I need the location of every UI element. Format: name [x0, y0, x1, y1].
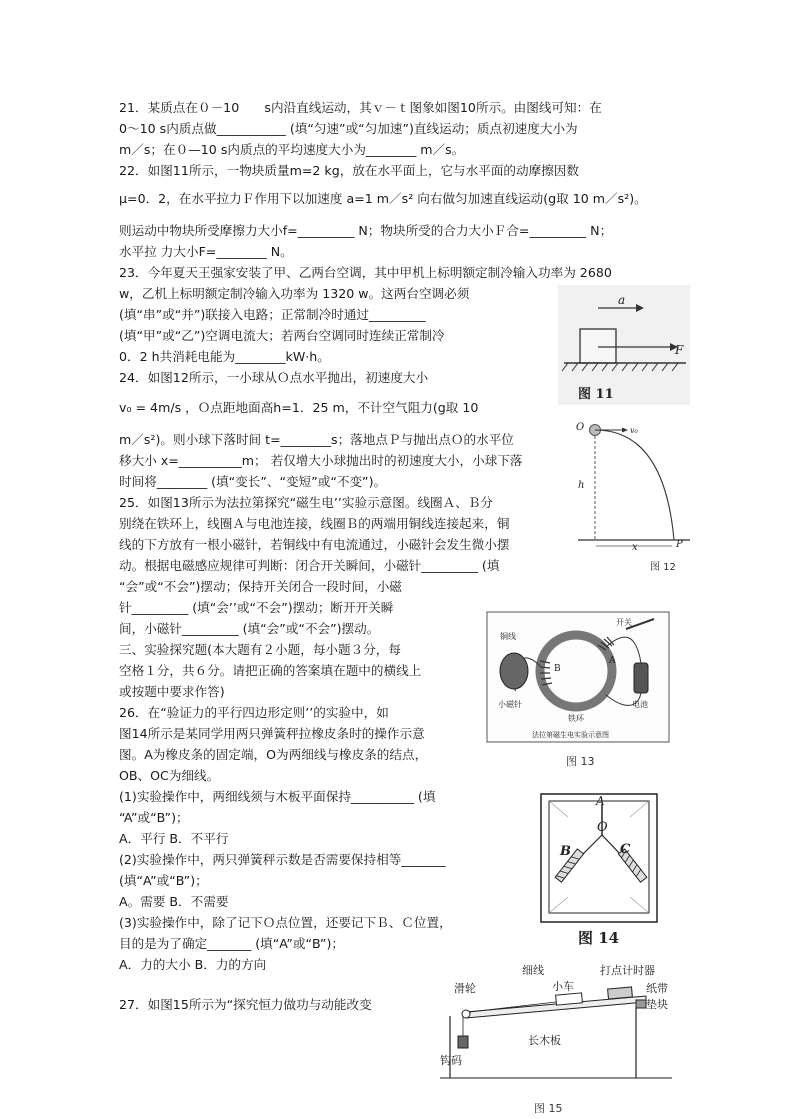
text-line: v₀ = 4m/s ，Ｏ点距地面高h=1．25 m，不计空气阻力(g取 10 — [119, 400, 479, 415]
text-line: A．力的大小 B．力的方向 — [119, 957, 267, 972]
text-line: 间，小磁针_________ (填“会”或“不会”)摆动。 — [119, 621, 380, 636]
text-line: (填“甲”或“乙”)空调电流大；若两台空调同时连续正常制冷 — [119, 328, 445, 343]
text-line: 0～10 s内质点做___________ (填“匀速”或“匀加速”)直线运动；质点初速度大小为 — [119, 121, 578, 136]
text-line: 则运动中物块所受摩擦力大小f=_________ N；物块所受的合力大小Ｆ合=_________ N； — [119, 223, 613, 238]
timer-label: 打点计时器 — [600, 964, 655, 977]
board-label: 长木板 — [528, 1034, 561, 1047]
battery — [634, 663, 648, 693]
text-line: m／s；在０—10 s内质点的平均速度大小为________ m／s。 — [119, 142, 465, 157]
c-label: C — [620, 842, 631, 857]
text-line: 23．今年夏天王强家安装了甲、乙两台空调，其中甲机上标明额定制冷输入功率为 2680 — [119, 265, 612, 280]
figure-12-caption: 图 12 — [650, 562, 676, 573]
compass-needle — [500, 653, 528, 689]
b-label: B — [560, 844, 571, 859]
figure-12-diagram — [572, 418, 696, 573]
text-line: w，乙机上标明额定制冷输入功率为 1320 w。这两台空调必须 — [119, 286, 470, 301]
cart-label: 小车 — [552, 980, 574, 993]
h-label: h — [578, 480, 585, 491]
text-line: (填“A”或“B”)； — [119, 873, 208, 888]
block — [580, 329, 616, 363]
weight — [458, 1036, 468, 1048]
cart — [556, 993, 583, 1005]
o-label: O — [576, 422, 585, 433]
b-label: B — [554, 664, 561, 674]
figure-11-caption: 图 11 — [578, 387, 614, 402]
switch-label: 开关 — [616, 618, 632, 627]
figure-12 — [572, 418, 696, 573]
text-line: OB、OC为细线。 — [119, 768, 220, 783]
text-line: 时间将________ (填“变长”、“变短”或“不变”)。 — [119, 474, 387, 489]
ground-hatch — [562, 363, 678, 371]
figure-15-caption: 图 15 — [534, 1102, 563, 1115]
o-label: O — [597, 820, 608, 835]
text-line: 或按题中要求作答) — [119, 684, 225, 699]
text-line: (3)实验操作中，除了记下Ｏ点位置，还要记下Ｂ、Ｃ位置， — [119, 915, 452, 930]
text-line: m／s²)。则小球下落时间 t=________s；落地点Ｐ与抛出点Ｏ的水平位 — [119, 432, 514, 447]
rope-label: 细线 — [522, 964, 544, 977]
figure-14 — [540, 793, 660, 953]
v0-label: v₀ — [630, 426, 638, 435]
f-label: F — [675, 343, 684, 357]
text-line: 27．如图15所示为“探究恒力做功与动能改变 — [119, 997, 372, 1012]
text-line: 0．2 h共消耗电能为________kW·h。 — [119, 349, 330, 364]
text-line: 26．在“验证力的平行四边形定则’’的实验中，如 — [119, 705, 389, 720]
text-line: 动。根据电磁感应规律可判断：闭合开关瞬间，小磁针_________ (填 — [119, 558, 500, 573]
tape-label: 纸带 — [646, 982, 668, 995]
text-line: 图。A为橡皮条的固定端，O为两细线与橡皮条的结点， — [119, 747, 428, 762]
arrow-head-icon — [636, 304, 644, 312]
a-label: a — [618, 293, 626, 307]
a-label: A — [609, 656, 616, 666]
p-label: P — [676, 539, 683, 550]
figure-14-diagram — [540, 793, 660, 925]
copper-label: 铜线 — [500, 632, 516, 641]
pulley-label: 滑轮 — [454, 982, 476, 995]
needle-label: 小磁针 — [498, 700, 522, 709]
figure-13-title: 法拉第磁生电实验示意图 — [532, 731, 609, 739]
pad-block — [636, 1000, 646, 1008]
text-line: μ=0．2，在水平拉力Ｆ作用下以加速度 a=1 m／s² 向右做匀加速直线运动(g取 10 m／s²)。 — [119, 191, 647, 206]
figure-15 — [436, 962, 676, 1119]
text-line: 三、实验探究题(本大题有２小题，每小题３分，每 — [119, 642, 401, 657]
text-line: 水平拉 力大小F=________ N。 — [119, 244, 293, 259]
text-line: 别绕在铁环上，线圈Ａ与电池连接，线圈Ｂ的两端用铜线连接起来，铜 — [119, 516, 510, 531]
figure-13-caption: 图 13 — [566, 755, 595, 768]
x-label: x — [632, 542, 638, 553]
text-line: 24．如图12所示，一小球从Ｏ点水平抛出，初速度大小 — [119, 370, 429, 385]
text-line: 25．如图13所示为法拉第探究“磁生电’’实验示意图。线圈Ａ、Ｂ分 — [119, 495, 494, 510]
figure-14-caption: 图 14 — [578, 929, 620, 947]
battery-label: 电池 — [632, 700, 648, 709]
text-line: 空格１分，共６分。请把正确的答案填在题中的横线上 — [119, 663, 422, 678]
text-line: A。需要 B．不需要 — [119, 894, 229, 909]
figure-11 — [558, 285, 690, 405]
pad-label: 垫块 — [646, 998, 668, 1011]
text-line: “A”或“B”)； — [119, 810, 189, 825]
text-line: 21．某质点在０－10 s内沿直线运动，其ｖ－ｔ图象如图10所示。由图线可知：在 — [119, 100, 602, 115]
text-line: 移大小 x=__________m； 若仅增大小球抛出时的初速度大小，小球下落 — [119, 453, 523, 468]
figure-13-diagram — [486, 611, 670, 743]
ring-label: 铁环 — [568, 714, 584, 723]
arrow-head-icon — [622, 428, 628, 433]
timer — [608, 987, 633, 999]
text-line: 22．如图11所示，一物块质量m=2 kg，放在水平面上，它与水平面的动摩擦因数 — [119, 163, 579, 178]
figure-13 — [486, 611, 670, 773]
text-line: 线的下方放有一根小磁针，若铜线中有电流通过，小磁针会发生微小摆 — [119, 537, 510, 552]
text-line: (填“串”或“并”)联接入电路；正常制冷时通过_________ — [119, 307, 426, 322]
a-label: A — [596, 794, 605, 808]
text-line: 图14所示是某同学用两只弹簧秤拉橡皮条时的操作示意 — [119, 726, 425, 741]
text-line: 针_________ (填“会’’或“不会”)摆动；断开开关瞬 — [119, 600, 394, 615]
text-line: (2)实验操作中，两只弹簧秤示数是否需要保持相等_______ — [119, 852, 446, 867]
trajectory-curve — [595, 430, 674, 540]
text-line: 目的是为了确定_______ (填“A”或“B”)； — [119, 936, 344, 951]
text-line: (1)实验操作中，两细线须与木板平面保持__________ (填 — [119, 789, 436, 804]
text-line: “会”或“不会”)摆动；保持开关闭合一段时间，小磁 — [119, 579, 402, 594]
figure-15-diagram — [436, 962, 676, 1084]
weight-label: 钩码 — [440, 1054, 462, 1067]
text-line: A．平行 B．不平行 — [119, 831, 229, 846]
